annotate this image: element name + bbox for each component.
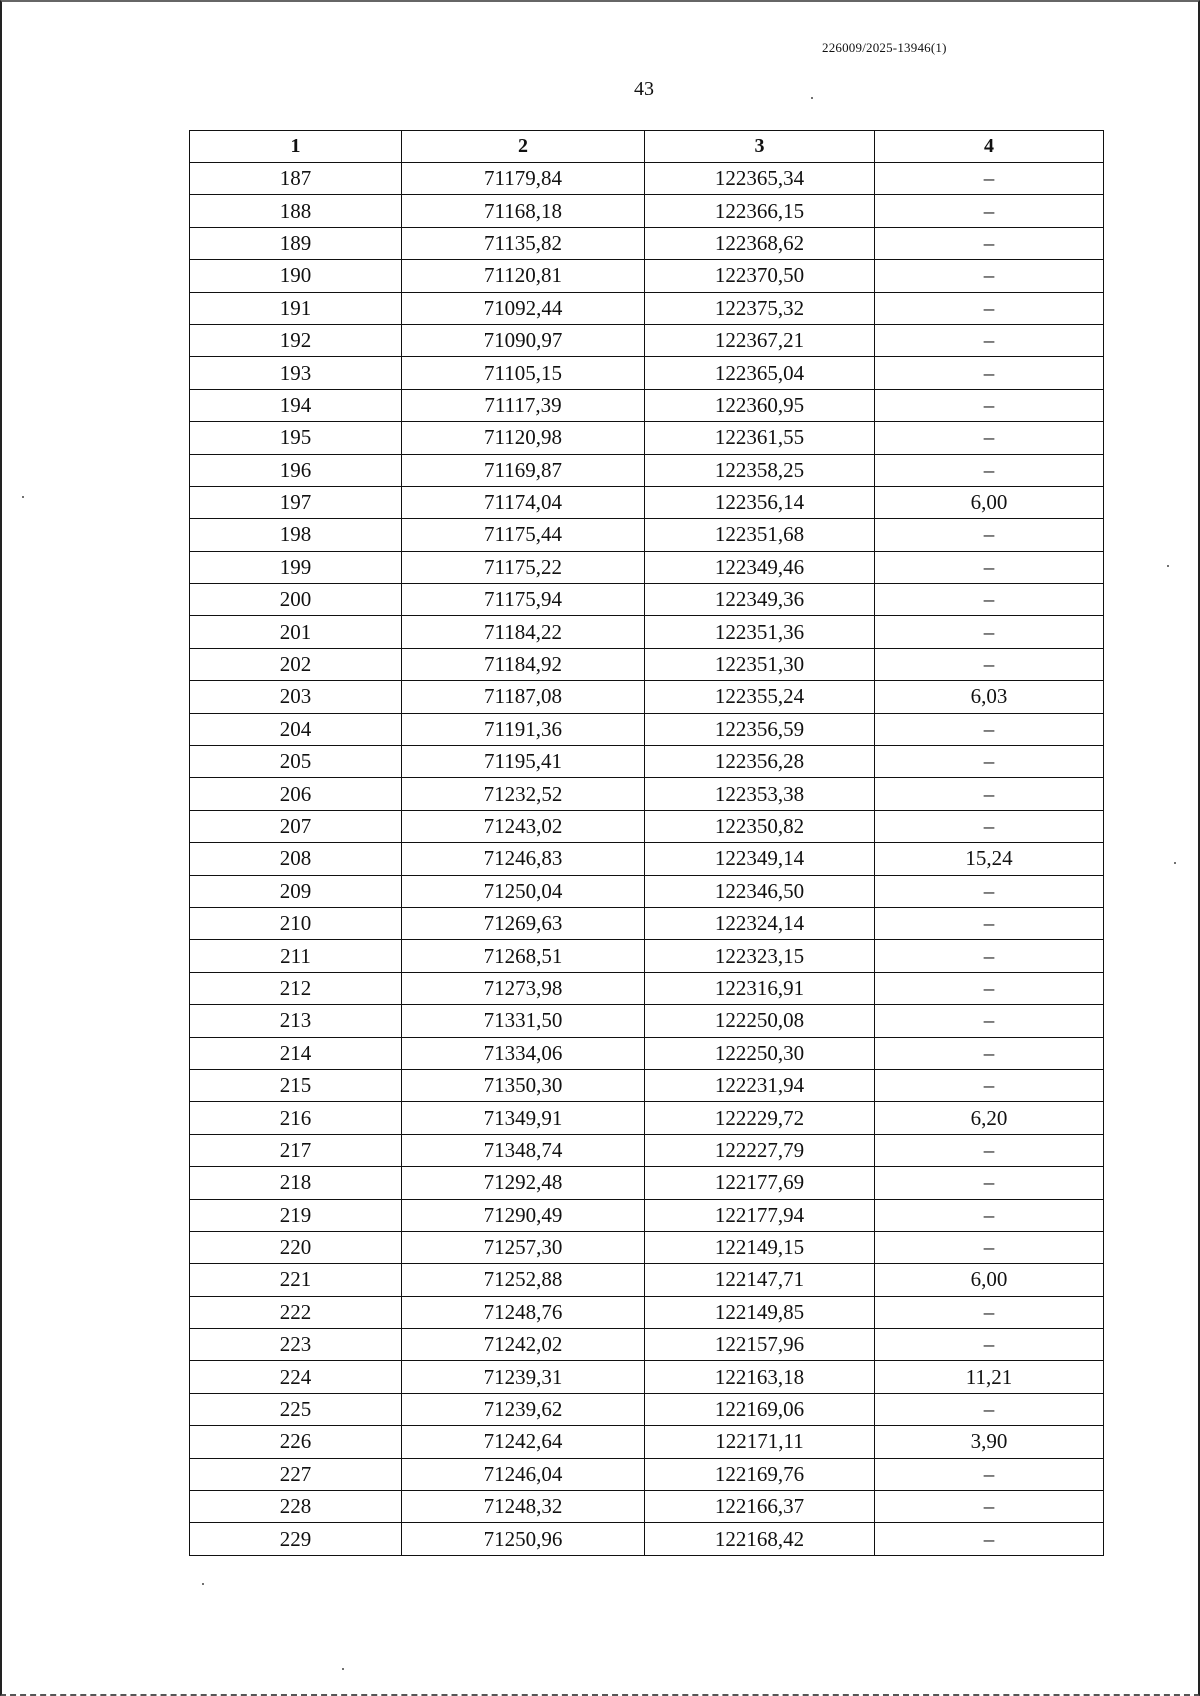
table-cell: 6,20 xyxy=(875,1102,1104,1134)
table-row xyxy=(190,195,1104,227)
table-cell: 210 xyxy=(190,907,402,939)
table-cell: 71349,91 xyxy=(402,1102,645,1134)
table-cell: 3,90 xyxy=(875,1426,1104,1458)
column-header: 1 xyxy=(190,131,402,163)
table-row xyxy=(190,1231,1104,1263)
table-cell: 211 xyxy=(190,940,402,972)
table-row xyxy=(190,584,1104,616)
table-cell: 191 xyxy=(190,292,402,324)
table-cell: 122177,69 xyxy=(645,1167,875,1199)
table-cell: 122356,28 xyxy=(645,746,875,778)
table-cell: 122358,25 xyxy=(645,454,875,486)
table-row xyxy=(190,1426,1104,1458)
table-cell: 122149,85 xyxy=(645,1296,875,1328)
table-cell: 228 xyxy=(190,1491,402,1523)
table-cell: 205 xyxy=(190,746,402,778)
table-row xyxy=(190,292,1104,324)
table-cell: – xyxy=(875,584,1104,616)
table-cell: – xyxy=(875,1393,1104,1425)
table-cell: 71174,04 xyxy=(402,486,645,518)
table-cell: – xyxy=(875,746,1104,778)
table-cell: – xyxy=(875,1167,1104,1199)
table-cell: 71242,02 xyxy=(402,1329,645,1361)
table-cell: 195 xyxy=(190,422,402,454)
table-cell: 6,00 xyxy=(875,1264,1104,1296)
table-row xyxy=(190,843,1104,875)
table-cell: 122361,55 xyxy=(645,422,875,454)
table-row xyxy=(190,519,1104,551)
table-row xyxy=(190,1361,1104,1393)
table-cell: 199 xyxy=(190,551,402,583)
table-cell: 193 xyxy=(190,357,402,389)
table-cell: 209 xyxy=(190,875,402,907)
table-cell: 122157,96 xyxy=(645,1329,875,1361)
table-cell: 122349,46 xyxy=(645,551,875,583)
table-cell: 71175,94 xyxy=(402,584,645,616)
table-row xyxy=(190,551,1104,583)
table-cell: 122368,62 xyxy=(645,227,875,259)
table-row xyxy=(190,163,1104,195)
table-cell: 229 xyxy=(190,1523,402,1555)
table-cell: 122231,94 xyxy=(645,1069,875,1101)
table-cell: – xyxy=(875,195,1104,227)
table-cell: – xyxy=(875,1491,1104,1523)
table-cell: 71250,96 xyxy=(402,1523,645,1555)
table-cell: – xyxy=(875,357,1104,389)
table-row xyxy=(190,1069,1104,1101)
table-cell: 224 xyxy=(190,1361,402,1393)
table-cell: 71292,48 xyxy=(402,1167,645,1199)
table-cell: 71120,98 xyxy=(402,422,645,454)
table-row xyxy=(190,940,1104,972)
table-cell: 192 xyxy=(190,324,402,356)
table-cell: 122350,82 xyxy=(645,810,875,842)
table-cell: 225 xyxy=(190,1393,402,1425)
table-cell: – xyxy=(875,454,1104,486)
table-cell: 71331,50 xyxy=(402,1005,645,1037)
table-cell: 122323,15 xyxy=(645,940,875,972)
table-cell: 71243,02 xyxy=(402,810,645,842)
table-cell: 222 xyxy=(190,1296,402,1328)
table-cell: 122349,14 xyxy=(645,843,875,875)
table-row xyxy=(190,357,1104,389)
table-cell: 208 xyxy=(190,843,402,875)
table-cell: 122147,71 xyxy=(645,1264,875,1296)
table-cell: 187 xyxy=(190,163,402,195)
table-row xyxy=(190,1102,1104,1134)
document-number: 226009/2025-13946(1) xyxy=(822,40,947,55)
table-cell: 71184,22 xyxy=(402,616,645,648)
table-cell: 204 xyxy=(190,713,402,745)
table-cell: 219 xyxy=(190,1199,402,1231)
table-cell: 221 xyxy=(190,1264,402,1296)
table-row xyxy=(190,324,1104,356)
table-cell: 122229,72 xyxy=(645,1102,875,1134)
table-cell: 71175,22 xyxy=(402,551,645,583)
table-cell: – xyxy=(875,1069,1104,1101)
table-cell: 122367,21 xyxy=(645,324,875,356)
table-cell: 11,21 xyxy=(875,1361,1104,1393)
table-cell: 122149,15 xyxy=(645,1231,875,1263)
table-cell: 71120,81 xyxy=(402,260,645,292)
table-row xyxy=(190,907,1104,939)
table-cell: 203 xyxy=(190,681,402,713)
table-row xyxy=(190,1005,1104,1037)
table-row xyxy=(190,746,1104,778)
table-cell: 71135,82 xyxy=(402,227,645,259)
table-cell: – xyxy=(875,1296,1104,1328)
table-cell: – xyxy=(875,1037,1104,1069)
table-row xyxy=(190,422,1104,454)
table-cell: – xyxy=(875,551,1104,583)
table-row xyxy=(190,648,1104,680)
table-cell: – xyxy=(875,422,1104,454)
table-header-row xyxy=(190,131,1104,163)
table-cell: 71090,97 xyxy=(402,324,645,356)
coordinates-table-container xyxy=(189,130,1103,1556)
table-cell: 122366,15 xyxy=(645,195,875,227)
table-cell: 6,00 xyxy=(875,486,1104,518)
table-cell: – xyxy=(875,648,1104,680)
table-cell: 71290,49 xyxy=(402,1199,645,1231)
table-row xyxy=(190,713,1104,745)
table-cell: 122375,32 xyxy=(645,292,875,324)
table-cell: – xyxy=(875,1199,1104,1231)
table-cell: 122351,30 xyxy=(645,648,875,680)
table-cell: 194 xyxy=(190,389,402,421)
table-cell: 71117,39 xyxy=(402,389,645,421)
table-cell: – xyxy=(875,940,1104,972)
table-cell: 71348,74 xyxy=(402,1134,645,1166)
table-cell: – xyxy=(875,616,1104,648)
table-cell: 218 xyxy=(190,1167,402,1199)
scan-speck xyxy=(342,1668,344,1670)
table-cell: 71252,88 xyxy=(402,1264,645,1296)
table-cell: 122365,34 xyxy=(645,163,875,195)
table-cell: 122356,14 xyxy=(645,486,875,518)
table-cell: 122351,68 xyxy=(645,519,875,551)
table-cell: 122370,50 xyxy=(645,260,875,292)
table-cell: 71257,30 xyxy=(402,1231,645,1263)
table-cell: – xyxy=(875,778,1104,810)
table-cell: 71250,04 xyxy=(402,875,645,907)
table-cell: 6,03 xyxy=(875,681,1104,713)
table-cell: – xyxy=(875,227,1104,259)
table-cell: 122316,91 xyxy=(645,972,875,1004)
table-cell: 71168,18 xyxy=(402,195,645,227)
table-cell: 71105,15 xyxy=(402,357,645,389)
table-cell: 200 xyxy=(190,584,402,616)
table-row xyxy=(190,1167,1104,1199)
table-cell: 212 xyxy=(190,972,402,1004)
column-header: 2 xyxy=(402,131,645,163)
table-cell: 122355,24 xyxy=(645,681,875,713)
table-cell: – xyxy=(875,1134,1104,1166)
table-cell: 71175,44 xyxy=(402,519,645,551)
table-cell: 122169,06 xyxy=(645,1393,875,1425)
table-cell: 71273,98 xyxy=(402,972,645,1004)
table-cell: – xyxy=(875,163,1104,195)
table-cell: 214 xyxy=(190,1037,402,1069)
table-cell: 71239,31 xyxy=(402,1361,645,1393)
scan-speck xyxy=(202,1583,204,1585)
table-row xyxy=(190,1329,1104,1361)
table-cell: 122166,37 xyxy=(645,1491,875,1523)
table-cell: 122177,94 xyxy=(645,1199,875,1231)
table-cell: 213 xyxy=(190,1005,402,1037)
table-cell: 71350,30 xyxy=(402,1069,645,1101)
table-row xyxy=(190,1393,1104,1425)
table-cell: 122346,50 xyxy=(645,875,875,907)
table-cell: 122356,59 xyxy=(645,713,875,745)
table-cell: 122250,30 xyxy=(645,1037,875,1069)
table-row xyxy=(190,778,1104,810)
table-row xyxy=(190,486,1104,518)
table-cell: 122163,18 xyxy=(645,1361,875,1393)
table-cell: – xyxy=(875,1458,1104,1490)
table-cell: 71184,92 xyxy=(402,648,645,680)
table-cell: 71246,04 xyxy=(402,1458,645,1490)
table-cell: – xyxy=(875,713,1104,745)
coordinates-table xyxy=(189,130,1104,1556)
table-cell: 122365,04 xyxy=(645,357,875,389)
scan-speck xyxy=(1167,565,1169,567)
table-cell: – xyxy=(875,389,1104,421)
table-cell: – xyxy=(875,1523,1104,1555)
table-row xyxy=(190,972,1104,1004)
table-cell: – xyxy=(875,292,1104,324)
table-row xyxy=(190,616,1104,648)
scan-speck xyxy=(22,496,24,498)
table-cell: 122353,38 xyxy=(645,778,875,810)
table-cell: 122169,76 xyxy=(645,1458,875,1490)
table-row xyxy=(190,454,1104,486)
table-cell: 15,24 xyxy=(875,843,1104,875)
table-cell: 216 xyxy=(190,1102,402,1134)
table-cell: 122168,42 xyxy=(645,1523,875,1555)
table-cell: 122351,36 xyxy=(645,616,875,648)
column-header: 4 xyxy=(875,131,1104,163)
table-cell: 220 xyxy=(190,1231,402,1263)
table-row xyxy=(190,810,1104,842)
table-cell: 71092,44 xyxy=(402,292,645,324)
table-cell: 206 xyxy=(190,778,402,810)
column-header: 3 xyxy=(645,131,875,163)
table-cell: – xyxy=(875,972,1104,1004)
table-cell: – xyxy=(875,1329,1104,1361)
table-cell: 202 xyxy=(190,648,402,680)
table-cell: 71248,32 xyxy=(402,1491,645,1523)
table-cell: – xyxy=(875,260,1104,292)
table-row xyxy=(190,1264,1104,1296)
table-cell: 189 xyxy=(190,227,402,259)
table-row xyxy=(190,1491,1104,1523)
table-row xyxy=(190,681,1104,713)
table-cell: 71239,62 xyxy=(402,1393,645,1425)
table-cell: 223 xyxy=(190,1329,402,1361)
table-cell: 217 xyxy=(190,1134,402,1166)
table-row xyxy=(190,1296,1104,1328)
table-cell: 207 xyxy=(190,810,402,842)
table-cell: – xyxy=(875,875,1104,907)
table-cell: 71334,06 xyxy=(402,1037,645,1069)
table-row xyxy=(190,1037,1104,1069)
table-cell: – xyxy=(875,1231,1104,1263)
table-row xyxy=(190,1523,1104,1555)
table-row xyxy=(190,389,1104,421)
table-cell: 196 xyxy=(190,454,402,486)
table-cell: 71195,41 xyxy=(402,746,645,778)
table-cell: 122349,36 xyxy=(645,584,875,616)
scan-speck xyxy=(1174,862,1176,864)
table-cell: 122227,79 xyxy=(645,1134,875,1166)
table-cell: 71269,63 xyxy=(402,907,645,939)
table-cell: 122250,08 xyxy=(645,1005,875,1037)
table-cell: 201 xyxy=(190,616,402,648)
table-cell: – xyxy=(875,1005,1104,1037)
table-cell: 71242,64 xyxy=(402,1426,645,1458)
table-cell: 71248,76 xyxy=(402,1296,645,1328)
table-row xyxy=(190,227,1104,259)
table-row xyxy=(190,875,1104,907)
table-cell: 71246,83 xyxy=(402,843,645,875)
table-row xyxy=(190,1134,1104,1166)
table-cell: 227 xyxy=(190,1458,402,1490)
table-cell: 122360,95 xyxy=(645,389,875,421)
table-cell: 71179,84 xyxy=(402,163,645,195)
table-body xyxy=(190,163,1104,1556)
table-cell: 198 xyxy=(190,519,402,551)
page-number: 43 xyxy=(634,78,654,100)
table-cell: 122171,11 xyxy=(645,1426,875,1458)
table-cell: 188 xyxy=(190,195,402,227)
table-cell: – xyxy=(875,907,1104,939)
table-row xyxy=(190,260,1104,292)
table-row xyxy=(190,1458,1104,1490)
table-cell: 71187,08 xyxy=(402,681,645,713)
table-cell: – xyxy=(875,810,1104,842)
table-row xyxy=(190,1199,1104,1231)
scan-speck xyxy=(811,97,813,99)
table-cell: 71232,52 xyxy=(402,778,645,810)
table-cell: 71268,51 xyxy=(402,940,645,972)
table-cell: – xyxy=(875,324,1104,356)
table-cell: 71169,87 xyxy=(402,454,645,486)
table-cell: 215 xyxy=(190,1069,402,1101)
table-cell: 226 xyxy=(190,1426,402,1458)
table-cell: – xyxy=(875,519,1104,551)
table-cell: 197 xyxy=(190,486,402,518)
table-cell: 71191,36 xyxy=(402,713,645,745)
table-cell: 190 xyxy=(190,260,402,292)
table-cell: 122324,14 xyxy=(645,907,875,939)
